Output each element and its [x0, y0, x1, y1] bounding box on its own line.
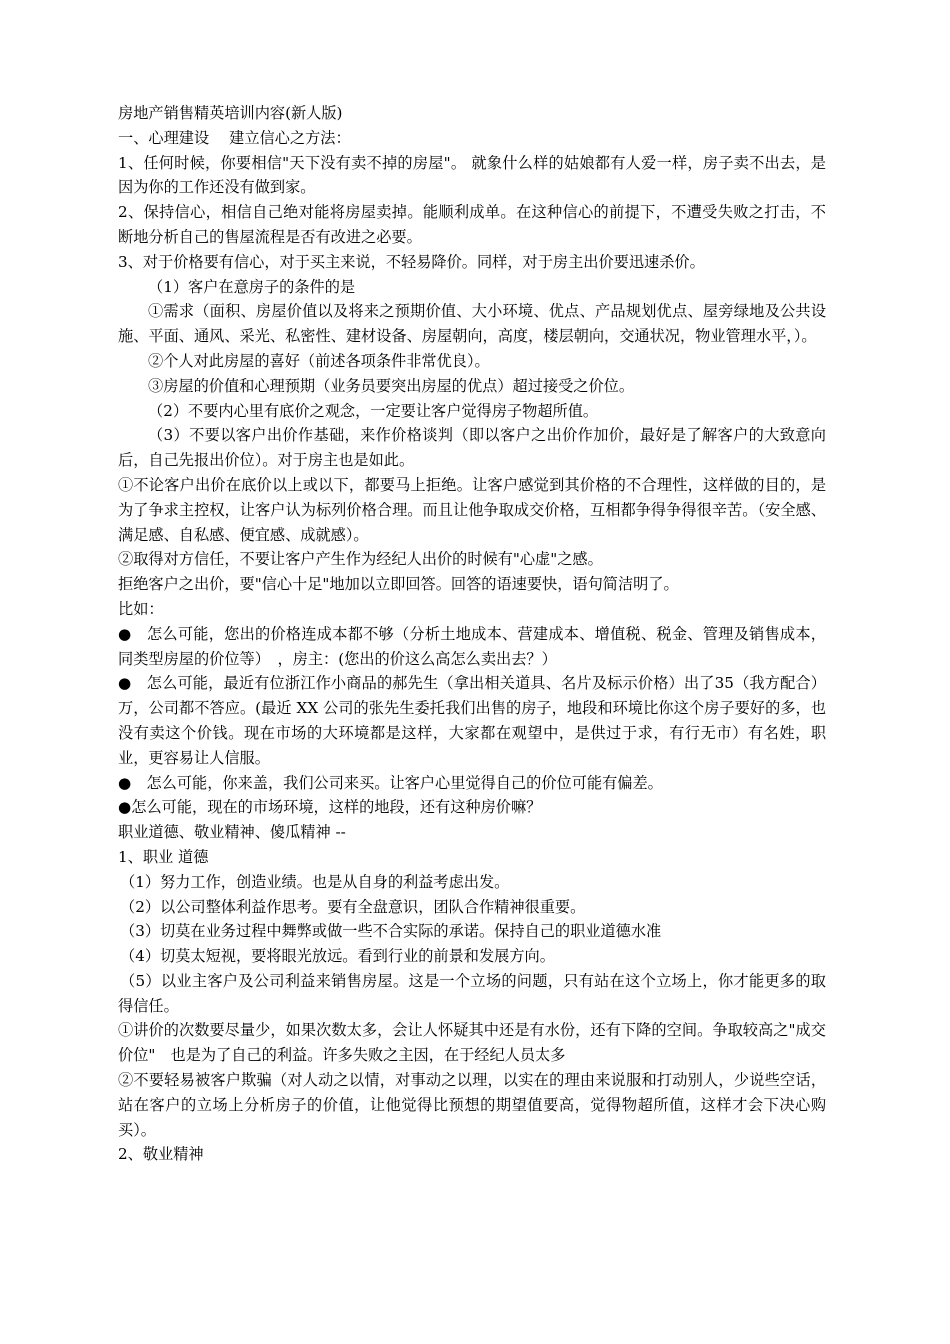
paragraph: （5）以业主客户及公司利益来销售房屋。这是一个立场的问题，只有站在这个立场上，你才能更多的取得信任。: [118, 971, 826, 1015]
paragraph: 拒绝客户之出价，要"信心十足"地加以立即回答。回答的语速要快，语句简洁明了。: [118, 575, 679, 594]
paragraph: （1）客户在意房子的条件的是: [148, 277, 356, 296]
paragraph: （2）以公司整体利益作思考。要有全盘意识，团队合作精神很重要。: [120, 897, 586, 916]
paragraph: 1、任何时候，你要相信"天下没有卖不掉的房屋"。 就象什么样的姑娘都有人爱一样，房子卖不出去，是因为你的工作还没有做到家。: [118, 153, 826, 197]
paragraph: 2、敬业精神: [118, 1145, 204, 1164]
paragraph: （3）不要以客户出价作基础，来作价格谈判（即以客户之出价作加价，最好是了解客户的大致意向后，自己先报出价位）。对于房主也是如此。: [118, 426, 826, 470]
paragraph: 3、对于价格要有信心，对于买主来说，不轻易降价。同样，对于房主出价要迅速杀价。: [118, 252, 705, 271]
document-page: [118, 101, 826, 1167]
paragraph: ③房屋的价值和心理预期（业务员要突出房屋的优点）超过接受之价位。: [148, 376, 634, 395]
paragraph: ①讲价的次数要尽量少，如果次数太多，会让人怀疑其中还是有水份，还有下降的空间。争取较高之"成交价位" 也是为了自己的利益。许多失败之主因，在于经纪人员太多: [118, 1021, 826, 1065]
paragraph: ●怎么可能，现在的市场环境，这样的地段，还有这种房价嘛？: [118, 798, 542, 817]
document-title: 房地产销售精英培训内容(新人版): [118, 104, 343, 122]
paragraph: ①不论客户出价在底价以上或以下，都要马上拒绝。让客户感觉到其价格的不合理性，这样做的目的，是为了争求主控权，让客户认为标列价格合理。而且让他争取成交价格，互相都争得争得很辛苦。（安全感、满足感、自私感、便宜感、成就感）。: [118, 475, 826, 544]
paragraph: （2）不要内心里有底价之观念，一定要让客户觉得房子物超所值。: [148, 401, 599, 420]
paragraph: 比如：: [118, 599, 164, 618]
paragraph: （3）切莫在业务过程中舞弊或做一些不合实际的承诺。保持自己的职业道德水准: [120, 922, 662, 941]
paragraph: （1）努力工作，创造业绩。也是从自身的利益考虑出发。: [120, 872, 510, 891]
paragraph: ②取得对方信任，不要让客户产生作为经纪人出价的时候有"心虚"之感。: [118, 550, 603, 569]
paragraph: 一、心理建设 建立信心之方法：: [118, 128, 351, 147]
paragraph: ● 怎么可能，您出的价格连成本都不够（分析土地成本、营建成本、增值税、税金、管理及销售成本，同类型房屋的价位等） ，房主：(您出的价这么高怎么卖出去？）: [118, 624, 826, 668]
paragraph: 1、职业 道德: [118, 847, 209, 866]
document-body: [118, 126, 826, 1167]
paragraph: ● 怎么可能，最近有位浙江作小商品的郝先生（拿出相关道具、名片及标示价格）出了35（我方配合）万，公司都不答应。(最近 XX 公司的张先生委托我们出售的房子，地段和环境比你这个房子要好的多，也没有卖这个价钱。现在市场的大环境都是这样，大家都在观望中，是供过于求，有行无市）有名姓，职业，更容易让人信服。: [118, 674, 826, 767]
paragraph: ● 怎么可能，你来盖，我们公司来买。让客户心里觉得自己的价位可能有偏差。: [118, 773, 663, 792]
paragraph: ②不要轻易被客户欺骗（对人动之以情，对事动之以理，以实在的理由来说服和打动别人，少说些空话，站在客户的立场上分析房子的价值，让他觉得比预想的期望值要高，觉得物超所值，这样才会下决心购买）。: [118, 1071, 826, 1139]
paragraph: 2、保持信心，相信自己绝对能将房屋卖掉。能顺利成单。在这种信心的前提下，不遭受失败之打击，不断地分析自己的售屋流程是否有改进之必要。: [118, 203, 826, 246]
paragraph: ②个人对此房屋的喜好（前述各项条件非常优良）。: [148, 351, 490, 370]
paragraph: 职业道德、敬业精神、傻瓜精神 --: [118, 823, 346, 842]
paragraph: （4）切莫太短视，要将眼光放远。看到行业的前景和发展方向。: [120, 947, 555, 966]
paragraph: ①需求（面积、房屋价值以及将来之预期价值、大小环境、优点、产品规划优点、屋旁绿地及公共设施、平面、通风、采光、私密性、建材设备、房屋朝向，高度，楼层朝向，交通状况，物业管理水平，）。: [118, 302, 826, 346]
